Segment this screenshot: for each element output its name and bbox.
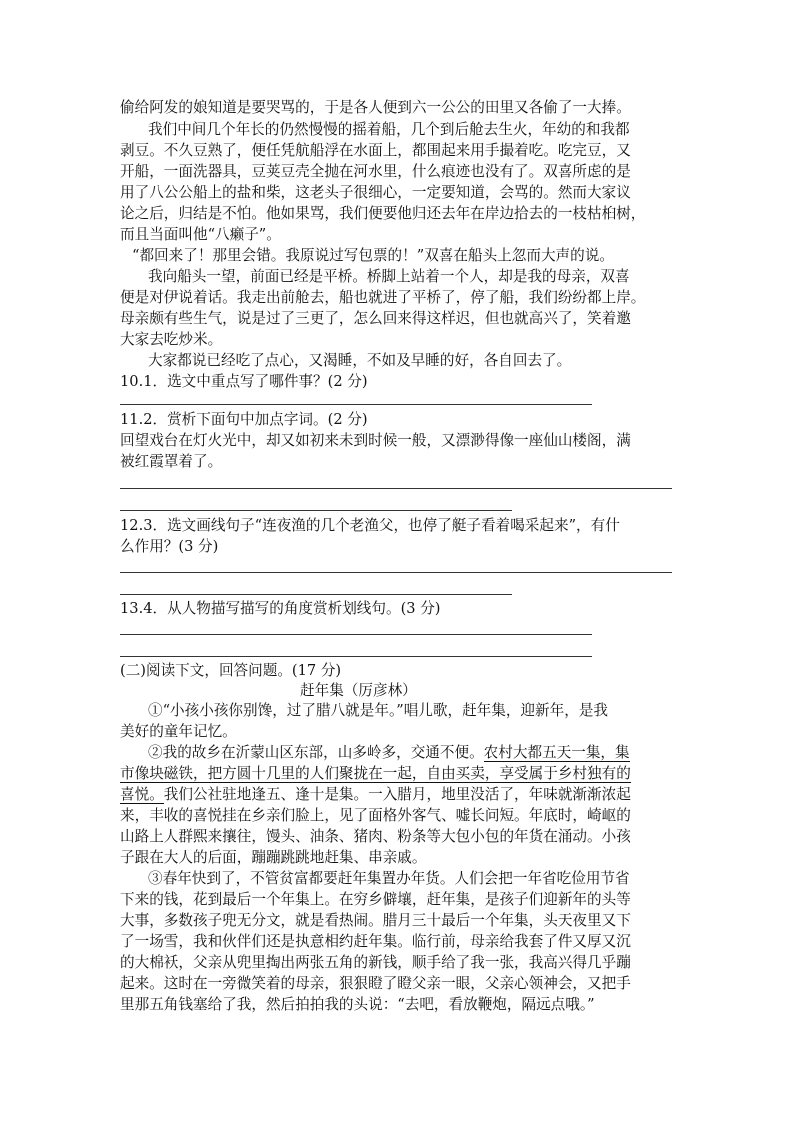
passage-line: 我向船头一望，前面已经是平桥。桥脚上站着一个人，却是我的母亲，双喜: [148, 268, 630, 285]
answer-line: [120, 594, 512, 595]
answer-line: [120, 572, 672, 573]
passage-line: 论之后，归结是不怕。他如果骂，我们便要他归还去年在岸边拾去的一枝枯桕树，: [120, 205, 646, 222]
passage-line: 剥豆。不久豆熟了，便任凭航船浮在水面上，都围起来用手撮着吃。吃完豆，又: [120, 142, 631, 159]
paragraph-line: 大事，多数孩子兜无分文，就是看热闹。腊月三十最后一个年集，头天夜里又下: [120, 912, 631, 929]
answer-line: [120, 656, 592, 657]
passage-line: 而且当面叫他“八癞子”。: [120, 226, 281, 243]
passage-line: 大家去吃炒米。: [120, 331, 223, 348]
answer-line: [120, 404, 592, 405]
paragraph-line: 了一场雪，我和伙伴们还是执意相约赶年集。临行前，母亲给我套了件又厚又沉: [120, 933, 631, 950]
question-11-quote: 被红霞罩着了。: [120, 453, 223, 470]
paragraph-line: ①“小孩小孩你别馋，过了腊八就是年。”唱儿歌，赶年集，迎新年，是我: [148, 702, 609, 719]
paragraph-line: [120, 764, 680, 784]
paragraph-line: 起来。这时在一旁微笑着的母亲，狠狠瞪了瞪父亲一眼，父亲心领神会，又把手: [120, 975, 631, 992]
paragraph-line: ③春年快到了，不管贫富都要赶年集置办年货。人们会把一年省吃俭用节省: [148, 870, 630, 887]
paragraph-line: 子跟在大人的后面，蹦蹦跳跳地赶集、串亲戚。: [120, 849, 427, 866]
underlined-sentence: 市像块磁铁，把方圆十几里的人们聚拢在一起，自由买卖，享受属于乡村独有的: [120, 765, 631, 782]
passage-line: 偷给阿发的娘知道是要哭骂的，于是各人便到六一公公的田里又各偷了一大捧。: [120, 99, 631, 116]
paragraph-text: 我们公社驻地逢五、逢十是集。一入腊月，地里没活了，年味就渐渐浓起: [163, 786, 631, 803]
passage-line: 用了八公公船上的盐和柴，这老头子很细心，一定要知道，会骂的。然而大家议: [120, 184, 631, 201]
question-12: 12.3．选文画线句子“连夜渔的几个老渔父，也停了艇子看着喝采起来”，有什: [120, 517, 620, 534]
passage-line: 便是对伊说着话。我走出前舱去，船也就进了平桥了，停了船，我们纷纷都上岸。: [120, 289, 646, 306]
answer-line: [120, 634, 592, 635]
paragraph-text: ②我的故乡在沂蒙山区东部，山多岭多，交通不便。: [148, 744, 484, 761]
paragraph-line: [120, 785, 680, 805]
answer-line: [120, 488, 672, 489]
question-12: 么作用？(3 分): [120, 538, 219, 555]
question-11: 11.2．赏析下面句中加点字词。(2 分): [120, 411, 368, 428]
underlined-sentence: 农村大都五天一集，集: [483, 744, 630, 761]
paragraph-line: 来，丰收的喜悦挂在乡亲们脸上，见了面格外客气、嘘长问短。年底时，崎岖的: [120, 807, 631, 824]
question-13: 13.4．从人物描写描写的角度赏析划线句。(3 分): [120, 600, 441, 617]
question-10: 10.1．选文中重点写了哪件事？(2 分): [120, 373, 368, 390]
passage-line: 母亲颇有些生气，说是过了三更了，怎么回来得这样迟，但也就高兴了，笑着邀: [120, 310, 631, 327]
passage-line: 开船，一面洗器具，豆荚豆壳全抛在河水里，什么痕迹也没有了。双喜所虑的是: [120, 163, 631, 180]
section-header: (二)阅读下文，回答问题。(17 分): [120, 662, 342, 679]
passage-line: 大家都说已经吃了点心，又渴睡，不如及早睡的好，各自回去了。: [148, 352, 572, 369]
passage-line: 我们中间几个年长的仍然慢慢的摇着船，几个到后舱去生火，年幼的和我都: [148, 121, 630, 138]
paragraph-line: 里那五角钱塞给了我，然后拍拍我的头说：“去吧，看放鞭炮，隔远点哦。”: [120, 996, 595, 1013]
paragraph-line: [148, 743, 708, 763]
underlined-sentence: 喜悦。: [120, 786, 164, 803]
paragraph-line: 山路上人群熙来攘往，馒头、油条、猪肉、粉条等大包小包的年货在涌动。小孩: [120, 828, 631, 845]
paragraph-line: 下来的钱，花到最后一个年集上。在穷乡僻壤，赶年集，是孩子们迎新年的头等: [120, 891, 631, 908]
question-11-quote: 回望戏台在灯火光中，却又如初来未到时候一般，又漂渺得像一座仙山楼阁，满: [120, 432, 631, 449]
paragraph-line: 美好的童年记忆。: [120, 723, 237, 740]
answer-line: [120, 510, 512, 511]
paragraph-line: 的大棉袄，父亲从兜里掏出两张五角的新钱，顺手给了我一张，我高兴得几乎蹦: [120, 954, 631, 971]
passage-line: “都回来了！那里会错。我原说过写包票的！”双喜在船头上忽而大声的说。: [132, 247, 614, 264]
article-title: 赶年集（厉彦林）: [300, 682, 417, 699]
